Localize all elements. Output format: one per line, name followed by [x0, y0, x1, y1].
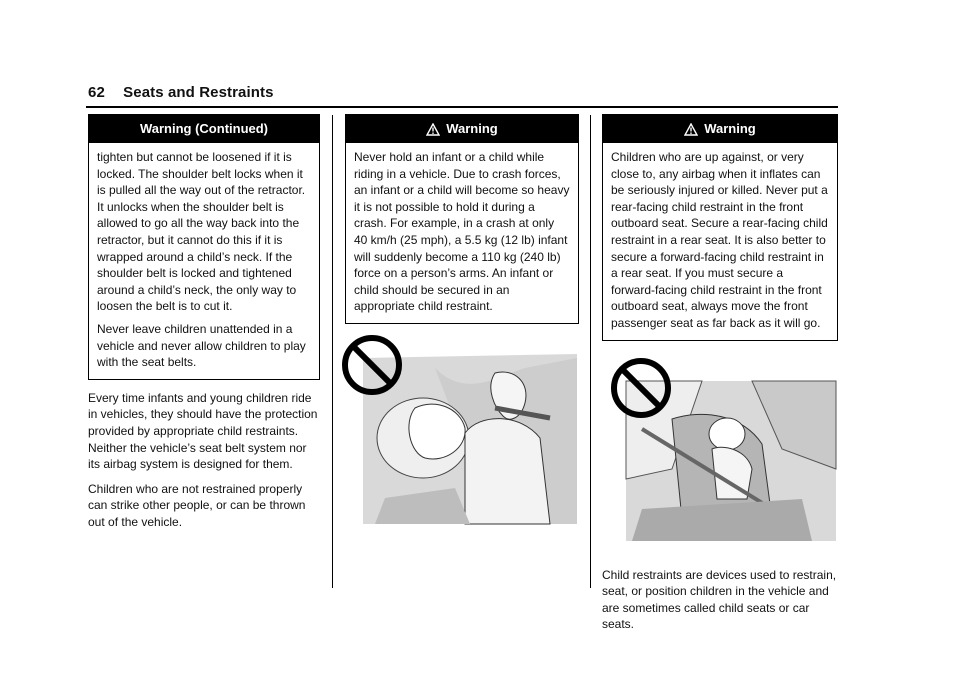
body-paragraph: Every time infants and young children ride in vehicles, they should have the protection provided by appropriate child restraints. Neither the vehicle’s seat belt system nor its airbag system is designed for them.: [88, 390, 318, 472]
warning-header: [603, 115, 837, 143]
warning-box-airbag: [602, 114, 838, 341]
warning-body: [346, 143, 578, 323]
warning-paragraph: Children who are up against, or very close to, any airbag when it inflates can be seriously injured or killed. Never put a rear-facing child restraint in the front outboard seat. Secure a rear-facing child restraint in a rear seat. It is also better to secure a forward-facing child restraint in a rear seat. If you must secure a forward-facing child restraint in the front outboard seat, always move the front passenger seat as far back as it will go.: [611, 150, 828, 330]
warning-paragraph: Never hold an infant or a child while riding in a vehicle. Due to crash forces, an infant or a child will become so heavy it is not possible to hold it during a crash. For example, in a crash at only 40 km/h (25 mph), a 5.5 kg (12 lb) infant will suddenly become a 110 kg (240 lb) force on a person’s arms. An infant or child should be secured in an appropriate child restraint.: [354, 150, 570, 314]
warning-paragraph: tighten but cannot be loosened if it is locked. The shoulder belt locks when it is pulled all the way out of the retractor. It unlocks when the shoulder belt is allowed to go all the way back into the retractor, but it cannot do this if it is wrapped around a child’s neck. If the shoulder belt is locked and tightened around a child’s neck, the only way to loosen the belt is to cut it.: [97, 150, 306, 314]
warning-body: [89, 143, 319, 379]
column-divider-2: [590, 115, 591, 588]
warning-body: [603, 143, 837, 340]
warning-paragraph: Never leave children unattended in a vehicle and never allow children to play with the seat belts.: [97, 321, 306, 370]
page-header: [88, 84, 274, 101]
infant-airbag-illustration: [345, 338, 579, 528]
rear-facing-seat-illustration: [602, 359, 838, 549]
column-3: [602, 114, 838, 641]
warning-title: Warning (Continued): [89, 115, 319, 143]
page-number: 62: [88, 84, 105, 101]
warning-triangle-icon: [684, 118, 698, 146]
warning-title: Warning: [704, 121, 756, 136]
body-paragraph: Children who are not restrained properly can strike other people, or can be thrown out of the vehicle.: [88, 481, 306, 529]
column-2: [345, 114, 579, 528]
warning-triangle-icon: [426, 118, 440, 146]
warning-header: [346, 115, 578, 143]
section-title: Seats and Restraints: [123, 84, 274, 101]
prohibited-icon: [610, 357, 672, 423]
warning-box-infant: [345, 114, 579, 324]
column-divider-1: [332, 115, 333, 588]
body-paragraph: Child restraints are devices used to restrain, seat, or position children in the vehicle and are sometimes called child seats or car seats.: [602, 567, 837, 632]
column-1: [88, 114, 320, 538]
warning-box-continued: [88, 114, 320, 380]
warning-title: Warning: [446, 121, 498, 136]
prohibited-icon: [341, 334, 403, 400]
header-rule: [86, 106, 838, 108]
